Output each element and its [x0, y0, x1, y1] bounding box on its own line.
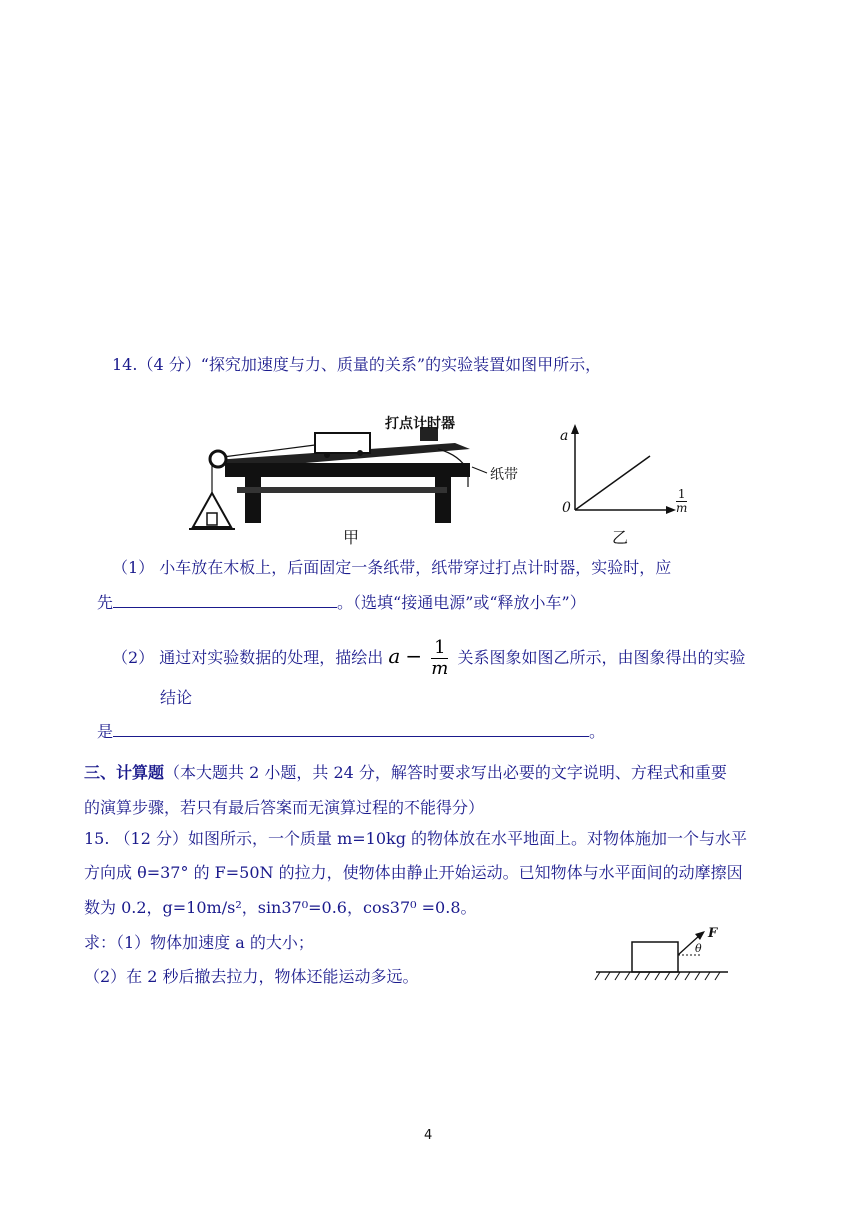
figure-yi-caption: 乙	[612, 528, 629, 547]
tape-label: 纸带	[490, 467, 518, 483]
figure-jia-caption: 甲	[343, 528, 360, 547]
angle-label: θ	[695, 942, 702, 955]
q14-p2-line3-prefix: 是	[97, 722, 114, 741]
q15-ask2: （2）在 2 秒后撤去拉力，物体还能运动多远。	[84, 967, 419, 986]
section3-desc-line1: （本大题共 2 小题，共 24 分，解答时要求写出必要的文字说明、方程式和重要	[164, 763, 727, 782]
graph-x-label	[676, 488, 687, 515]
q14-p2-answer-blank[interactable]	[113, 722, 589, 737]
section3-title: 三、计算题	[84, 763, 165, 782]
section3-desc-line2: 的演算步骤，若只有最后答案而无演算过程的不能得分）	[84, 798, 485, 817]
section3-line1	[84, 763, 727, 783]
q14-p2-frac-num: 1	[431, 638, 448, 659]
graph-y-label: a	[560, 428, 569, 444]
q14-p2-line1	[112, 638, 745, 679]
q14-p2-math-minus: −	[405, 644, 423, 668]
q15-line1: 15. （12 分）如图所示，一个质量 m=10kg 的物体放在水平地面上。对物体施加一个与水平	[84, 829, 748, 848]
graph-x-num: 1	[677, 487, 686, 501]
q14-header: 14.（4 分）“探究加速度与力、质量的关系”的实验装置如图甲所示，	[112, 355, 602, 374]
q14-p1-line1: （1） 小车放在木板上，后面固定一条纸带，纸带穿过打点计时器，实验时，应	[112, 558, 672, 577]
apparatus-figure	[185, 405, 525, 545]
q14-p2-frac-den: m	[431, 658, 449, 679]
page-number: 4	[424, 1128, 433, 1143]
q14-p2-fraction	[431, 638, 448, 679]
q14-p2-suffix: 关系图象如图乙所示，由图象得出的实验	[457, 648, 746, 667]
q14-p1-answer-blank[interactable]	[113, 593, 337, 608]
graph-origin-label: 0	[562, 500, 571, 516]
q14-p2-line3-suffix: 。	[589, 722, 606, 741]
graph-x-den: m	[676, 501, 688, 515]
q14-p1-line2	[97, 593, 586, 613]
force-label: F	[708, 926, 718, 941]
q15-ask1: 求：（1）物体加速度 a 的大小；	[84, 933, 314, 952]
q14-p1-suffix: 。（选填“接通电源”或“释放小车”）	[337, 593, 586, 612]
q14-p2-line2: 结论	[160, 688, 193, 707]
timer-label: 打点计时器	[385, 416, 455, 432]
q14-p2-line3	[97, 722, 605, 742]
q14-p2-math-a: a	[388, 644, 401, 668]
q15-line2: 方向成 θ=37° 的 F=50N 的拉力，使物体由静止开始运动。已知物体与水平面间的动摩擦因	[84, 863, 743, 882]
q15-line3: 数为 0.2，g=10m/s²，sin37⁰=0.6，cos37⁰ =0.8。	[84, 898, 477, 917]
q14-p2-prefix: （2） 通过对实验数据的处理，描绘出	[112, 648, 384, 667]
graph-figure	[555, 420, 715, 525]
q14-p1-prefix: 先	[97, 593, 114, 612]
